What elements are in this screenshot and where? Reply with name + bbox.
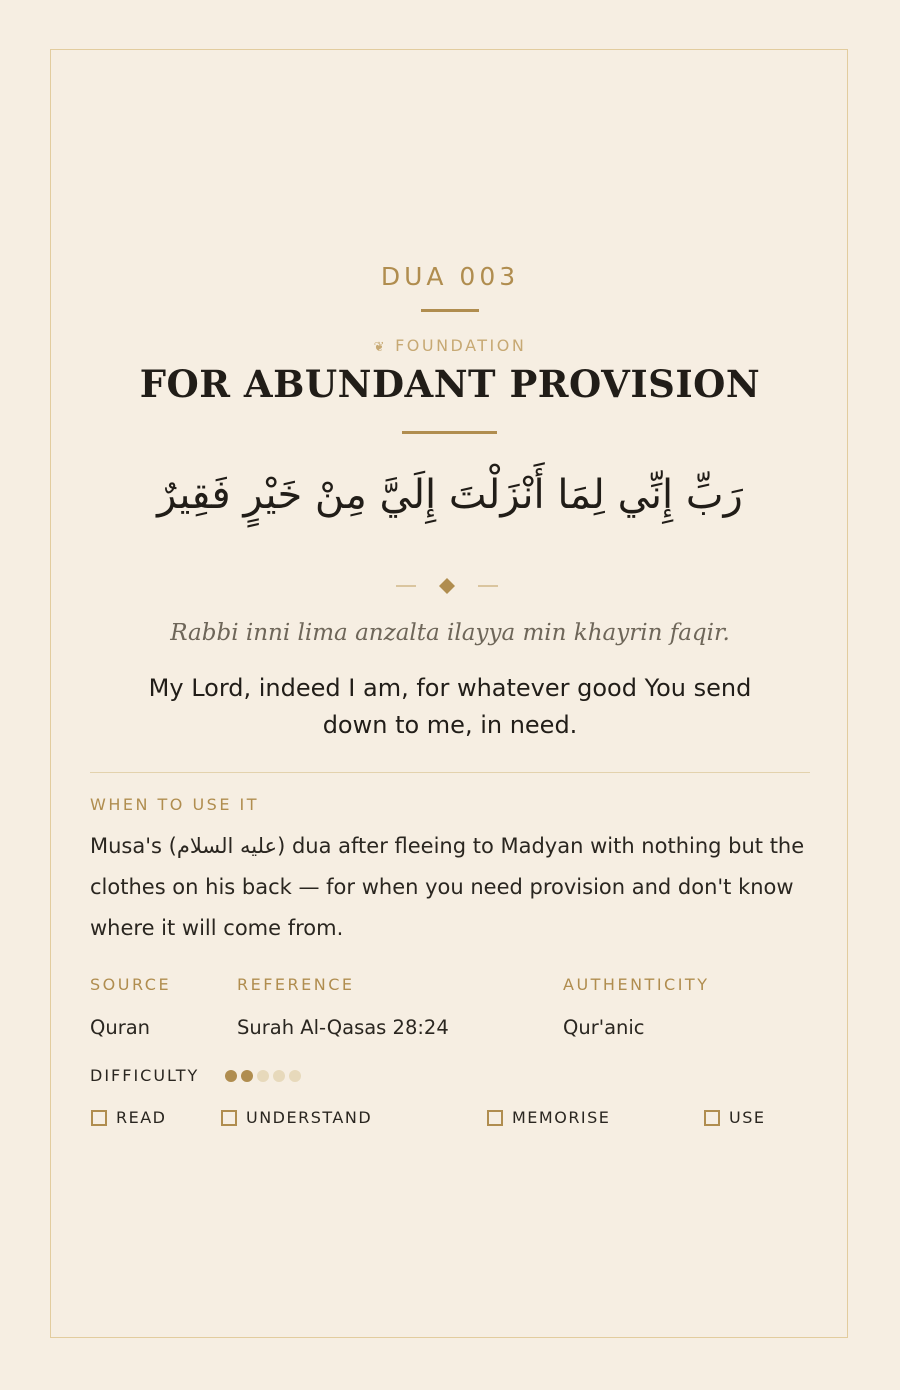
transliteration: Rabbi inni lima anzalta ilayya min khayrin faqir. [170,620,730,646]
divider-rule [421,309,479,312]
checkbox-use[interactable] [704,1108,765,1127]
difficulty-dot-empty [273,1070,285,1082]
diamond-ornament-icon [396,577,498,595]
authenticity-label: AUTHENTICITY [563,975,710,994]
difficulty-dot-filled [225,1070,237,1082]
checkbox-icon[interactable] [487,1110,503,1126]
checkbox-label: USE [729,1108,766,1127]
divider-rule [402,431,497,434]
checkbox-understand[interactable] [221,1108,372,1127]
usage-text: Musa's (عليه السلام) dua after fleeing to Madyan with nothing but the clothes on his back — for when you need provision and don't know where it will come from. [90,834,805,940]
checkbox-label: MEMORISE [512,1108,611,1127]
dua-number: DUA 003 [380,262,520,291]
reference-label: REFERENCE [237,975,355,994]
source-label: SOURCE [90,975,172,994]
leaf-icon: ❦ [373,340,388,355]
checkbox-label: READ [116,1108,167,1127]
section-divider [90,772,810,773]
difficulty-rating [225,1070,301,1082]
source-value: Quran [90,1016,151,1039]
difficulty-dot-empty [289,1070,301,1082]
difficulty-dot-empty [257,1070,269,1082]
difficulty-label: DIFFICULTY [90,1066,200,1085]
category-text: FOUNDATION [395,336,527,355]
translation: My Lord, indeed I am, for whatever good You send down to me, in need. [148,674,752,739]
checkbox-memorise[interactable] [487,1108,610,1127]
checkbox-icon[interactable] [704,1110,720,1126]
dua-title: FOR ABUNDANT PROVISION [139,362,761,406]
authenticity-value: Qur'anic [563,1016,645,1039]
checkbox-label: UNDERSTAND [246,1108,373,1127]
checkbox-read[interactable] [91,1108,167,1127]
usage-label: WHEN TO USE IT [90,795,260,814]
checkbox-icon[interactable] [91,1110,107,1126]
checkbox-icon[interactable] [221,1110,237,1126]
arabic-text: رَبِّ إِنِّي لِمَا أَنْزَلْتَ إِلَيَّ مِنْ خَيْرٍ فَقِيرٌ [157,472,743,518]
reference-value: Surah Al-Qasas 28:24 [237,1016,449,1039]
category-label [0,336,900,355]
difficulty-dot-filled [241,1070,253,1082]
